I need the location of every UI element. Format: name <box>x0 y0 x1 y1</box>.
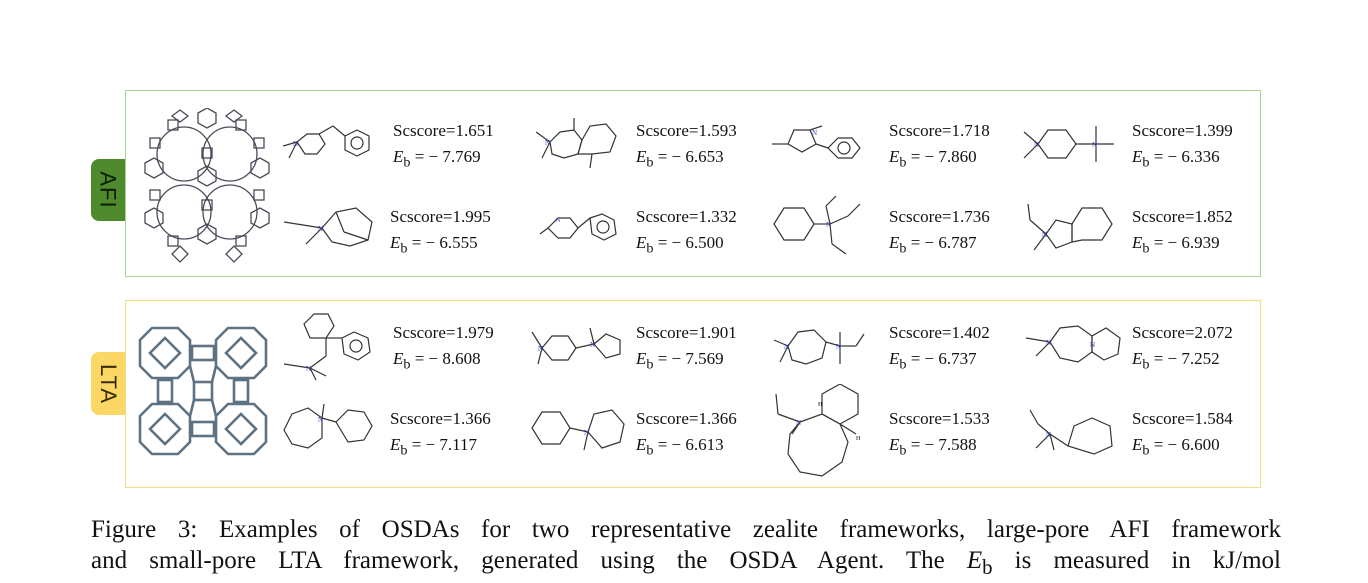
lta-cell-6-values <box>636 406 737 463</box>
caption-line-1: Figure 3: Examples of OSDAs for two representative zealite frameworks, large-pore AFI framework <box>91 516 1281 543</box>
scscore: Scscore=1.651 <box>393 121 494 140</box>
scscore: Scscore=1.852 <box>1132 207 1233 226</box>
svg-text:N: N <box>812 129 818 137</box>
figure-caption <box>91 514 1281 583</box>
svg-text:H: H <box>856 436 861 442</box>
svg-text:N: N <box>538 345 544 353</box>
lta-cell-1-values <box>393 320 494 377</box>
scscore: Scscore=1.366 <box>636 409 737 428</box>
eb-value: $E_b$ = − 6.600 <box>1132 435 1220 459</box>
lta-label: LTA <box>96 363 121 404</box>
afi-molecule-8 <box>1022 200 1122 258</box>
eb-value: $E_b$ = − 6.500 <box>636 233 724 257</box>
svg-text:N: N <box>584 429 590 437</box>
lta-cell-8-values <box>1132 406 1233 463</box>
svg-text:N: N <box>306 365 312 373</box>
afi-cell-3-values <box>889 118 990 175</box>
svg-text:N: N <box>1046 431 1052 439</box>
svg-text:N: N <box>1090 341 1096 349</box>
scscore: Scscore=1.718 <box>889 121 990 140</box>
lta-label-tag <box>91 352 125 415</box>
caption-line-2: and small-pore LTA framework, generated using the OSDA Agent. The $E_b$ is measured in kJ/mol <box>91 547 1281 579</box>
scscore: Scscore=1.901 <box>636 323 737 342</box>
svg-text:N: N <box>1046 339 1052 347</box>
scscore: Scscore=1.979 <box>393 323 494 342</box>
svg-text:H: H <box>818 402 823 408</box>
lta-molecule-3 <box>772 318 872 372</box>
svg-text:N: N <box>836 343 842 351</box>
afi-cell-8-values <box>1132 204 1233 261</box>
afi-molecule-7 <box>770 194 870 258</box>
eb-value: $E_b$ = − 7.860 <box>889 147 977 171</box>
eb-value: $E_b$ = − 6.555 <box>390 233 478 257</box>
scscore: Scscore=1.995 <box>390 207 491 226</box>
afi-molecule-2 <box>530 112 630 176</box>
afi-label: AFI <box>96 171 122 209</box>
afi-cell-5-values <box>390 204 491 261</box>
afi-label-tag <box>91 159 125 221</box>
lta-cell-5-values <box>390 406 491 463</box>
scscore: Scscore=1.399 <box>1132 121 1233 140</box>
afi-molecule-4 <box>1020 118 1130 168</box>
scscore: Scscore=1.584 <box>1132 409 1233 428</box>
scscore: Scscore=1.366 <box>390 409 491 428</box>
scscore: Scscore=1.593 <box>636 121 737 140</box>
afi-cell-6-values <box>636 204 737 261</box>
eb-value: $E_b$ = − 8.608 <box>393 349 481 373</box>
lta-molecule-4 <box>1022 316 1122 374</box>
eb-value: $E_b$ = − 7.569 <box>636 349 724 373</box>
afi-molecule-3 <box>772 118 872 168</box>
afi-cell-2-values <box>636 118 737 175</box>
eb-value: $E_b$ = − 7.117 <box>390 435 478 459</box>
eb-value: $E_b$ = − 6.737 <box>889 349 977 373</box>
afi-cell-1-values <box>393 118 494 175</box>
svg-text:N: N <box>826 221 832 229</box>
svg-text:N: N <box>590 341 596 349</box>
svg-text:N: N <box>545 139 551 147</box>
scscore: Scscore=1.533 <box>889 409 990 428</box>
scscore: Scscore=1.736 <box>889 207 990 226</box>
eb-value: $E_b$ = − 6.336 <box>1132 147 1220 171</box>
afi-molecule-5 <box>280 198 380 258</box>
scscore: Scscore=1.402 <box>889 323 990 342</box>
svg-text:N: N <box>796 419 802 427</box>
afi-cell-4-values <box>1132 118 1233 175</box>
lta-molecule-2 <box>528 322 638 370</box>
svg-text:N: N <box>1034 141 1040 149</box>
svg-text:N: N <box>318 416 324 424</box>
lta-molecule-1 <box>280 310 380 382</box>
svg-text:N: N <box>556 218 561 224</box>
lta-molecule-5 <box>280 402 380 458</box>
eb-value: $E_b$ = − 7.252 <box>1132 349 1220 373</box>
afi-molecule-1 <box>283 120 383 170</box>
eb-value: $E_b$ = − 7.769 <box>393 147 481 171</box>
afi-cell-7-values <box>889 204 990 261</box>
eb-value: $E_b$ = − 6.787 <box>889 233 977 257</box>
lta-framework-structure <box>138 326 268 456</box>
afi-framework-structure <box>140 108 274 264</box>
eb-value: $E_b$ = − 6.939 <box>1132 233 1220 257</box>
lta-molecule-8 <box>1024 402 1124 460</box>
lta-cell-3-values <box>889 320 990 377</box>
svg-text:N: N <box>1042 231 1048 239</box>
afi-molecule-6 <box>538 206 628 248</box>
lta-molecule-6 <box>528 402 628 458</box>
eb-value: $E_b$ = − 6.613 <box>636 435 724 459</box>
svg-text:N: N <box>293 140 299 148</box>
svg-text:N: N <box>1092 141 1098 149</box>
lta-cell-2-values <box>636 320 737 377</box>
lta-molecule-7 <box>772 384 868 480</box>
svg-text:N: N <box>784 343 790 351</box>
eb-value: $E_b$ = − 7.588 <box>889 435 977 459</box>
lta-cell-7-values <box>889 406 990 463</box>
scscore: Scscore=2.072 <box>1132 323 1233 342</box>
svg-text:N: N <box>318 225 324 233</box>
scscore: Scscore=1.332 <box>636 207 737 226</box>
eb-value: $E_b$ = − 6.653 <box>636 147 724 171</box>
lta-cell-4-values <box>1132 320 1233 377</box>
